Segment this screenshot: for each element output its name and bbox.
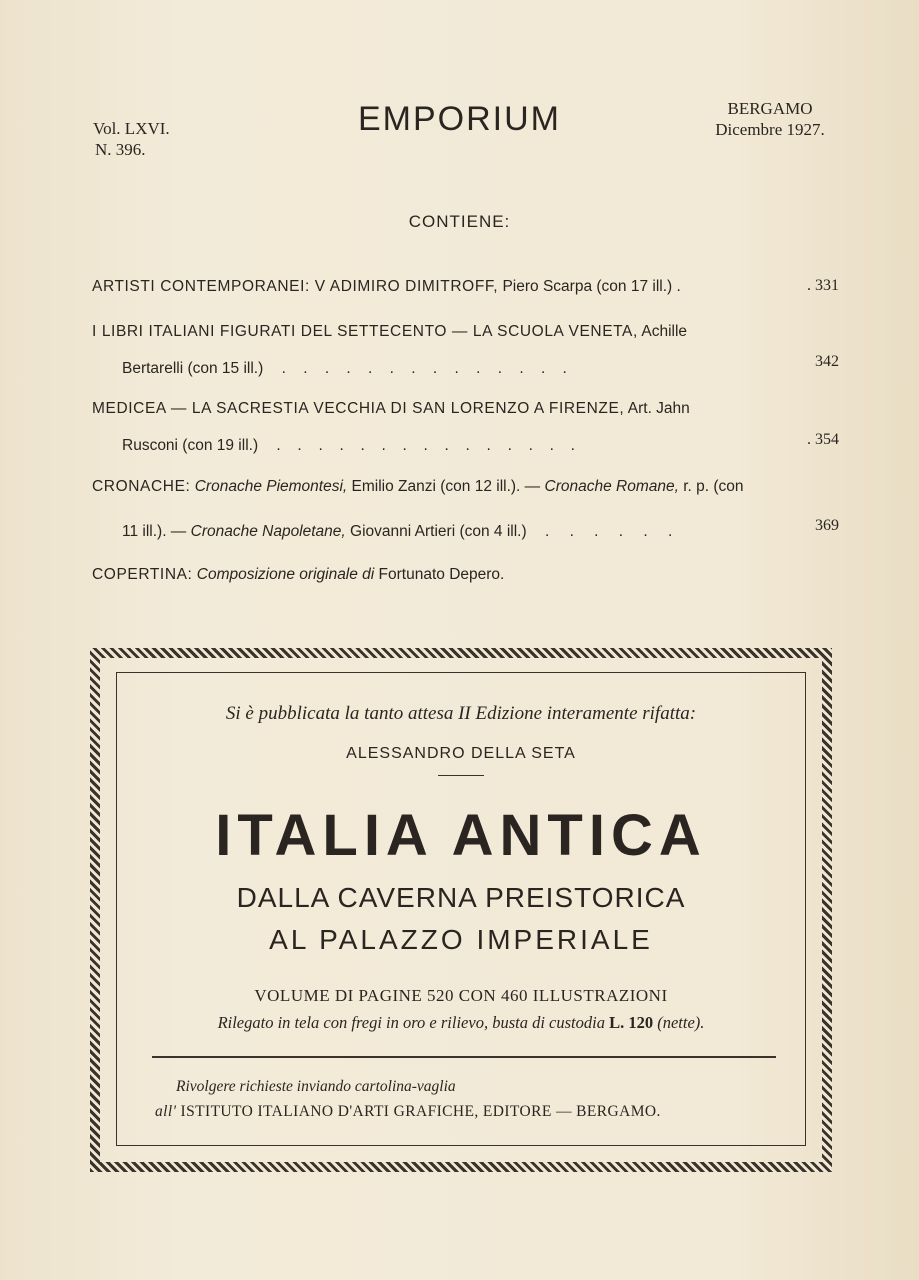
- ad-divider-long: [152, 1056, 776, 1058]
- toc-entry: ARTISTI CONTEMPORANEI: V ADIMIRO DIMITROFF, Piero Scarpa (con 17 ill.) .: [92, 278, 681, 295]
- ad-price-note: (nette).: [657, 1013, 705, 1032]
- toc-entry: I LIBRI ITALIANI FIGURATI DEL SETTECENTO — LA SCUOLA VENETA, Achille: [92, 323, 688, 340]
- issue-date: Dicembre 1927.: [715, 120, 825, 139]
- toc-page-number: 342: [815, 353, 839, 370]
- ad-price: L. 120: [604, 1013, 658, 1032]
- ad-divider-short: [438, 775, 484, 776]
- city: BERGAMO: [727, 99, 813, 118]
- volume-number: Vol. LXVI.: [93, 119, 170, 138]
- ad-subtitle-1: DALLA CAVERNA PREISTORICA: [236, 882, 686, 913]
- ad-publisher: ISTITUTO ITALIANO D'ARTI GRAFICHE, EDITORE — BERGAMO.: [176, 1103, 661, 1120]
- ad-book-title: ITALIA ANTICA: [215, 803, 707, 868]
- ad-binding-price: [116, 1013, 806, 1033]
- toc-entry-continuation: 11 ill.). — Cronache Napoletane, Giovanni Artieri (con 4 ill.) . . . . . .: [122, 523, 681, 540]
- contents-heading: CONTIENE:: [408, 212, 511, 231]
- magazine-title: EMPORIUM: [358, 100, 561, 138]
- ad-author: ALESSANDRO DELLA SETA: [346, 745, 576, 762]
- issue-number: N. 396.: [95, 140, 146, 159]
- ad-subtitle-2: AL PALAZZO IMPERIALE: [269, 924, 653, 955]
- toc-entry-continuation: Bertarelli (con 15 ill.) . . . . . . . . . . . . . .: [122, 360, 574, 377]
- ad-request-line-2: all' ISTITUTO ITALIANO D'ARTI GRAFICHE, EDITORE — BERGAMO.: [155, 1103, 661, 1120]
- ad-volume-info: VOLUME DI PAGINE 520 CON 460 ILLUSTRAZIONI: [254, 986, 668, 1005]
- toc-page-number: 369: [815, 517, 839, 534]
- place-date: [690, 98, 850, 140]
- toc-entry-continuation: Rusconi (con 19 ill.) . . . . . . . . . . . . . . .: [122, 437, 582, 454]
- toc-page-number: . 354: [807, 431, 839, 448]
- toc-page-number: . 331: [807, 277, 839, 294]
- ad-request-line-1: Rivolgere richieste inviando cartolina-vaglia: [176, 1078, 456, 1095]
- ad-intro: Si è pubblicata la tanto attesa II Edizione interamente rifatta:: [225, 703, 697, 724]
- toc-entry: MEDICEA — LA SACRESTIA VECCHIA DI SAN LORENZO A FIRENZE, Art. Jahn: [92, 400, 690, 417]
- ad-binding: Rilegato in tela con fregi in oro e rilievo, busta di custodia: [217, 1013, 605, 1032]
- toc-entry: COPERTINA: Composizione originale di Fortunato Depero.: [92, 566, 505, 583]
- toc-entry: CRONACHE: Cronache Piemontesi, Emilio Zanzi (con 12 ill.). — Cronache Romane, r. p. (con: [92, 478, 744, 495]
